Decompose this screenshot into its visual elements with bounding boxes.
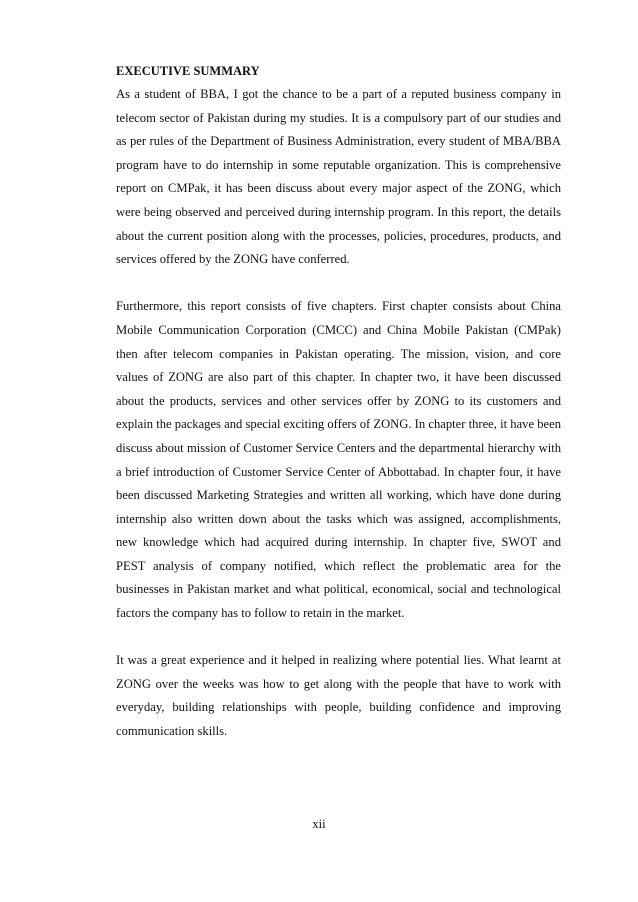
paragraph-chapters-overview: Furthermore, this report consists of five chapters. First chapter consists about China Mobile Communication Corporation (CMCC) and China Mobile Pakistan (CMPak) then after telecom companies in Pakistan operating. The mission, vision, and core values of ZONG are also part of this chapter. In chapter two, it have been discussed about the products, services and other services offer by ZONG to its customers and explain the packages and special exciting offers of ZONG. In chapter three, it have been discuss about mission of Customer Service Centers and the departmental hierarchy with a brief introduction of Customer Service Center of Abbottabad. In chapter four, it have been discussed Marketing Strategies and written all working, which have done during internship also written down about the tasks which was assigned, accomplishments, new knowledge which had acquired during internship. In chapter five, SWOT and PEST analysis of company notified, which reflect the problematic area for the businesses in Pakistan market and what political, economical, social and technological factors the company has to follow to retain in the market. (116, 299, 561, 621)
section-heading: EXECUTIVE SUMMARY (116, 64, 260, 78)
paragraph-conclusion: It was a great experience and it helped in realizing where potential lies. What learnt at ZONG over the weeks was how to get along with the people that have to work with everyday, building relationships with people, building confidence and improving communication skills. (116, 653, 561, 739)
page-number: xii (312, 817, 326, 831)
document-body (116, 62, 561, 744)
paragraph-introduction: As a student of BBA, I got the chance to be a part of a reputed business company in telecom sector of Pakistan during my studies. It is a compulsory part of our studies and as per rules of the Department of Business Administration, every student of MBA/BBA program have to do internship in some reputable organization. This is comprehensive report on CMPak, it has been discuss about every major aspect of the ZONG, which were being observed and perceived during internship program. In this report, the details about the current position along with the processes, policies, procedures, products, and services offered by the ZONG have conferred. (116, 87, 561, 267)
